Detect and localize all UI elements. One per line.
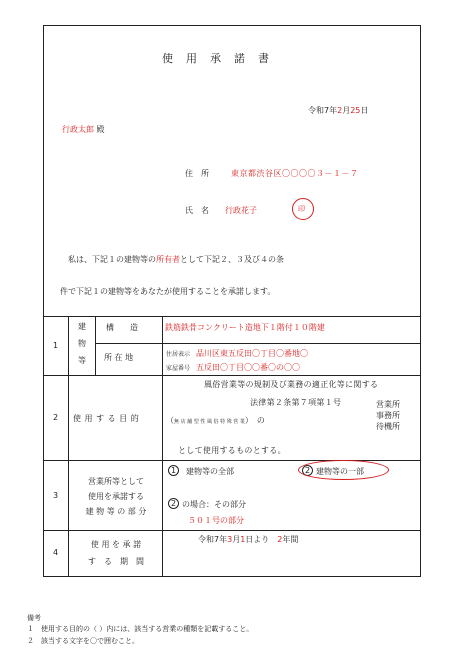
row2-number: 2: [53, 413, 59, 422]
row4-number: 4: [53, 548, 59, 557]
part-value: ５０１号の部分: [188, 516, 244, 525]
case-marker: 2: [168, 498, 179, 509]
addressee-name: 行政太郎: [62, 125, 94, 134]
purpose-line-1: 風俗営業等の規制及び業務の適正化等に関する: [204, 380, 379, 389]
house-number-value: 五反田〇丁目〇〇番〇の〇〇: [196, 363, 300, 372]
purpose-label: 使 用 す る 目 的: [73, 414, 140, 423]
option-2-marker: 2: [302, 465, 313, 476]
purpose-business-type: （無 店 舗 型 性 風 俗 特 殊 営 業） の: [166, 416, 265, 425]
owner-address-label: 住 所: [185, 169, 209, 178]
option-2-selection-circle: [298, 460, 389, 480]
row3-number: 3: [53, 491, 59, 500]
owner-name: 行政花子: [225, 206, 257, 215]
seal-mark: 印: [298, 205, 305, 213]
owner-name-label: 氏 名: [185, 206, 209, 215]
row1-vertical-label: 建 物 等: [78, 322, 86, 365]
option-1-text: 建物等の全部: [186, 467, 234, 476]
purpose-line-4: として使用するものとする。: [178, 446, 286, 455]
address-display-label: 住居表示: [166, 351, 191, 358]
period-value: 令和7年3月1日より 2年間: [198, 535, 299, 544]
note-item-1: １ 使用する目的の（ ）内には、該当する営業の種類を記載すること。: [27, 625, 254, 633]
notes-heading: 備考: [27, 614, 41, 622]
row1-number: 1: [53, 341, 59, 350]
row3-label: 営業所等として 使用を承諾する 建 物 等 の 部 分: [85, 477, 147, 516]
option-2-text: 建物等の一部: [316, 467, 364, 476]
note-item-2: ２ 該当する文字を〇で囲むこと。: [27, 637, 139, 645]
row4-label: 使 用 を 承 諾 す る 期 間: [88, 540, 144, 566]
option-1-marker: 1: [168, 465, 179, 476]
structure-value: 鉄筋鉄骨コンクリート造地下１階付１０階建: [165, 323, 325, 332]
address-display-value: 品川区東五反田〇丁目〇番地〇: [196, 349, 308, 358]
statement-line-2: 件で下記１の建物等をあなたが使用することを承諾します。: [60, 287, 276, 296]
case-text: の場合：その部分: [182, 500, 246, 509]
purpose-options: 営業所 事務所 待機所: [376, 400, 400, 431]
structure-label: 構 造: [106, 323, 138, 332]
location-label: 所 在 地: [104, 353, 134, 362]
house-number-label: 家屋番号: [166, 365, 191, 372]
document-date: 令和7年2月25日: [308, 106, 369, 115]
addressee: 行政太郎 殿: [62, 125, 105, 134]
document-title: 使用承諾書: [162, 52, 282, 65]
purpose-line-2: 法律第２条第７項第１号: [250, 398, 342, 407]
owner-address: 東京都渋谷区〇〇〇〇３－１－７: [231, 169, 359, 178]
statement-line-1: 私は、下記１の建物等の所有者として下記２、３及び４の条: [68, 255, 284, 264]
